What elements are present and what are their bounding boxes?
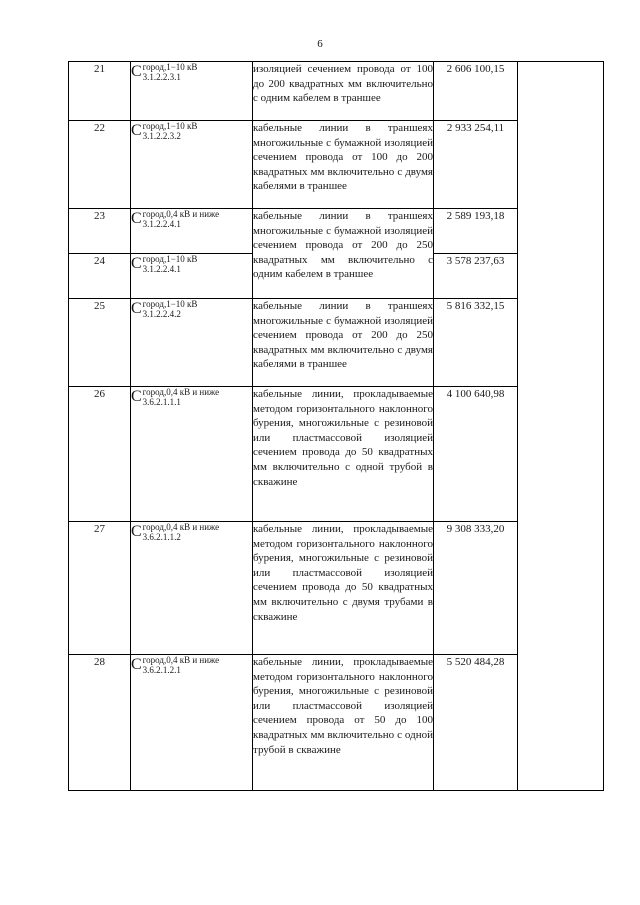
rate-code: С город,0,4 кВ и ниже 3.1.2.2.4.1 [131, 209, 253, 254]
row-number: 24 [69, 254, 131, 299]
rate-value: 5 816 332,15 [434, 299, 518, 387]
description: кабельные линии в траншеях многожильные с бумажной изоляцией сечением провода от 200 до 250 квадратных мм включительно с двумя кабелями в траншее [253, 299, 434, 387]
description: кабельные линии в траншеях многожильные с бумажной изоляцией сечением провода от 100 до 200 квадратных мм включительно с двумя кабелями в траншее [253, 121, 434, 209]
description: кабельные линии, прокладываемые методом горизонтального наклонного бурения, многожильные с резиновой или пластмассовой изоляцией сечением провода от 50 до 100 квадратных мм включительно с одной трубой в скважине [253, 655, 434, 791]
empty-column [518, 62, 604, 791]
row-number: 28 [69, 655, 131, 791]
row-number: 21 [69, 62, 131, 121]
rate-value: 3 578 237,63 [434, 254, 518, 299]
description: изоляцией сечением провода от 100 до 200 квадратных мм включительно с одним кабелем в траншее [253, 62, 434, 121]
rate-value: 5 520 484,28 [434, 655, 518, 791]
rate-code: С город,0,4 кВ и ниже 3.6.2.1.2.1 [131, 655, 253, 791]
rates-table [68, 61, 604, 791]
rate-code: С город,1−10 кВ 3.1.2.2.4.2 [131, 299, 253, 387]
rate-value: 2 933 254,11 [434, 121, 518, 209]
row-number: 25 [69, 299, 131, 387]
page-number: 6 [317, 38, 323, 50]
rate-code: С город,1−10 кВ 3.1.2.2.4.1 [131, 254, 253, 299]
rate-code: С город,1−10 кВ 3.1.2.2.3.2 [131, 121, 253, 209]
row-number: 22 [69, 121, 131, 209]
row-number: 23 [69, 209, 131, 254]
rate-code: С город,1−10 кВ 3.1.2.2.3.1 [131, 62, 253, 121]
rate-value: 4 100 640,98 [434, 387, 518, 522]
rate-value: 2 606 100,15 [434, 62, 518, 121]
description: кабельные линии, прокладываемые методом горизонтального наклонного бурения, многожильные с резиновой или пластмассовой изоляцией сечением провода до 50 квадратных мм включительно с двумя трубами в скважине [253, 522, 434, 655]
row-number: 27 [69, 522, 131, 655]
rate-code: С город,0,4 кВ и ниже 3.6.2.1.1.1 [131, 387, 253, 522]
description: кабельные линии, прокладываемые методом горизонтального наклонного бурения, многожильные с резиновой или пластмассовой изоляцией сечением провода до 50 квадратных мм включительно с одной трубой в скважине [253, 387, 434, 522]
row-number: 26 [69, 387, 131, 522]
rate-code: С город,0,4 кВ и ниже 3.6.2.1.1.2 [131, 522, 253, 655]
rate-value: 9 308 333,20 [434, 522, 518, 655]
table-row [69, 62, 604, 121]
rate-value: 2 589 193,18 [434, 209, 518, 254]
description: кабельные линии в траншеях многожильные с бумажной изоляцией сечением провода от 200 до 250 квадратных мм включительно с одним кабелем в траншее [253, 209, 434, 299]
